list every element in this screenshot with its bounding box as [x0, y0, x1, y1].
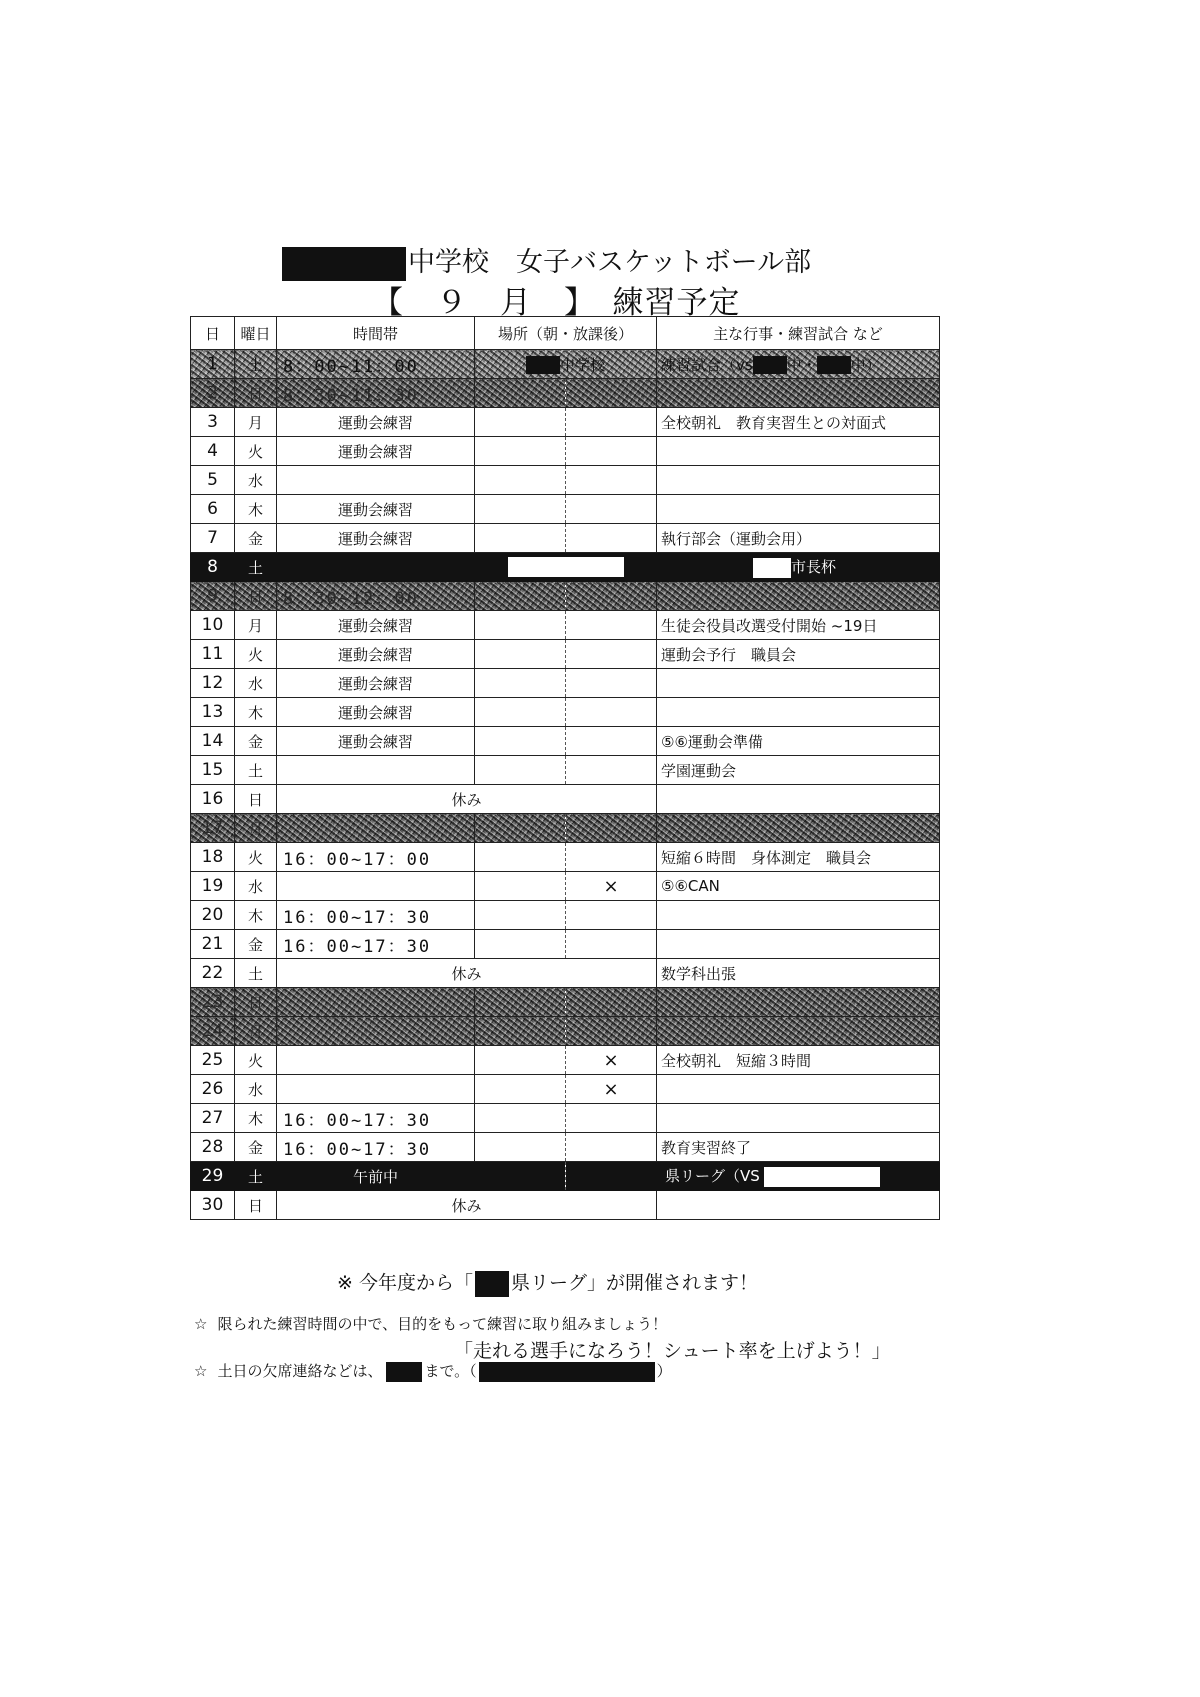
time-cell: 16：00~17：30 — [277, 1104, 475, 1133]
time-cell: 8：00~11：00 — [277, 350, 475, 379]
event-cell — [657, 814, 940, 843]
team-slogan: 「走れる選手になろう！シュート率を上げよう！」 — [454, 1340, 891, 1362]
table-row — [191, 930, 940, 959]
redacted-opponent — [753, 356, 787, 374]
place-cell — [566, 524, 657, 553]
time-cell: 運動会練習 — [277, 408, 475, 437]
dow-cell: 火 — [235, 1046, 277, 1075]
place-cell — [475, 1046, 566, 1075]
event-cell — [657, 988, 940, 1017]
place-cell — [475, 843, 566, 872]
place-cell — [475, 495, 566, 524]
absence-note-suffix: ） — [656, 1362, 672, 1380]
event-cell: 全校朝礼 短縮３時間 — [657, 1046, 940, 1075]
table-row — [191, 756, 940, 785]
time-cell — [277, 756, 475, 785]
table-row — [191, 379, 940, 408]
event-cell — [657, 930, 940, 959]
absence-note-mid: まで。（ — [424, 1362, 477, 1380]
table-row — [191, 988, 940, 1017]
day-cell: 25 — [191, 1046, 235, 1075]
time-cell: 8：30~11：30 — [277, 379, 475, 408]
table-row — [191, 843, 940, 872]
dow-cell: 木 — [235, 495, 277, 524]
day-cell: 12 — [191, 669, 235, 698]
dow-cell: 木 — [235, 698, 277, 727]
place-cell — [475, 408, 566, 437]
place-cell — [475, 988, 566, 1017]
league-notice-prefix: ※ 今年度から「 — [337, 1272, 473, 1294]
day-cell: 18 — [191, 843, 235, 872]
place-cell — [475, 1162, 566, 1191]
time-cell: 16：00~17：30 — [277, 1133, 475, 1162]
day-cell: 6 — [191, 495, 235, 524]
time-cell: 運動会練習 — [277, 669, 475, 698]
day-cell: 9 — [191, 582, 235, 611]
event-tail: 中） — [850, 355, 881, 374]
star-icon: ☆ — [194, 1362, 208, 1380]
table-row — [191, 814, 940, 843]
place-cell — [475, 1133, 566, 1162]
dow-cell: 火 — [235, 437, 277, 466]
place-cell — [566, 669, 657, 698]
place-cell — [566, 611, 657, 640]
time-cell — [277, 814, 475, 843]
table-row — [191, 640, 940, 669]
school-club-title — [282, 240, 811, 281]
dow-cell: 月 — [235, 611, 277, 640]
event-cell — [657, 669, 940, 698]
place-cell — [475, 524, 566, 553]
dow-cell: 土 — [235, 553, 277, 582]
event-cell — [657, 785, 940, 814]
time-cell: 8：30~12：00 — [277, 582, 475, 611]
day-cell: 2 — [191, 379, 235, 408]
table-row — [191, 553, 940, 582]
event-cell: 生徒会役員改選受付開始 ~19日 — [657, 611, 940, 640]
dow-cell: 火 — [235, 640, 277, 669]
absence-note — [194, 1360, 672, 1382]
place-cell — [475, 379, 566, 408]
rest-cell: 休み — [277, 1191, 657, 1220]
dow-cell: 金 — [235, 930, 277, 959]
time-cell — [277, 553, 475, 582]
dow-cell: 水 — [235, 1075, 277, 1104]
day-cell: 28 — [191, 1133, 235, 1162]
event-cell: 数学科出張 — [657, 959, 940, 988]
time-cell — [277, 1017, 475, 1046]
place-cell — [475, 930, 566, 959]
day-cell: 20 — [191, 901, 235, 930]
table-row — [191, 437, 940, 466]
place-cell — [566, 466, 657, 495]
dow-cell: 金 — [235, 524, 277, 553]
place-cell — [475, 1017, 566, 1046]
event-prefix: 練習試合（vs — [661, 355, 753, 374]
dow-cell: 土 — [235, 756, 277, 785]
place-cell — [475, 1075, 566, 1104]
place-cell — [566, 408, 657, 437]
event-text: 市長杯 — [791, 558, 837, 577]
time-cell — [277, 988, 475, 1017]
dow-cell: 木 — [235, 901, 277, 930]
table-row — [191, 1104, 940, 1133]
table-row — [191, 350, 940, 379]
event-cell — [657, 698, 940, 727]
place-cell — [566, 1017, 657, 1046]
day-cell: 29 — [191, 1162, 235, 1191]
day-cell: 15 — [191, 756, 235, 785]
day-cell: 22 — [191, 959, 235, 988]
redacted-opponent-whiteout — [764, 1167, 880, 1187]
place-cell — [475, 1104, 566, 1133]
event-cell — [657, 1104, 940, 1133]
place-cell — [475, 814, 566, 843]
rest-cell: 休み — [277, 785, 657, 814]
col-event-header: 主な行事・練習試合 など — [657, 317, 940, 350]
place-cell — [566, 437, 657, 466]
place-cell — [475, 756, 566, 785]
league-notice — [337, 1268, 758, 1297]
redacted-place-whiteout — [508, 557, 624, 577]
redacted-school-name — [282, 247, 406, 281]
place-cell — [475, 872, 566, 901]
time-cell — [277, 1075, 475, 1104]
col-place-header: 場所（朝・放課後） — [475, 317, 657, 350]
dow-cell: 金 — [235, 1133, 277, 1162]
dow-cell: 木 — [235, 1104, 277, 1133]
event-cell — [657, 1162, 940, 1191]
event-cell — [657, 466, 940, 495]
day-cell: 17 — [191, 814, 235, 843]
redacted-prefecture — [475, 1271, 509, 1297]
event-cell — [657, 1075, 940, 1104]
day-cell: 7 — [191, 524, 235, 553]
place-cell — [475, 553, 657, 582]
dow-cell: 日 — [235, 1191, 277, 1220]
table-row — [191, 901, 940, 930]
dow-cell: 火 — [235, 843, 277, 872]
table-row — [191, 582, 940, 611]
rest-cell: 休み — [277, 959, 657, 988]
day-cell: 14 — [191, 727, 235, 756]
event-cell: 短縮６時間 身体測定 職員会 — [657, 843, 940, 872]
dow-cell: 土 — [235, 350, 277, 379]
time-cell: 16：00~17：30 — [277, 901, 475, 930]
day-cell: 23 — [191, 988, 235, 1017]
dow-cell: 月 — [235, 814, 277, 843]
event-cell — [657, 495, 940, 524]
day-cell: 16 — [191, 785, 235, 814]
event-cell — [657, 379, 940, 408]
time-cell: 運動会練習 — [277, 524, 475, 553]
table-row — [191, 727, 940, 756]
place-cell — [475, 611, 566, 640]
place-cell — [475, 437, 566, 466]
place-cell — [475, 582, 566, 611]
time-cell — [277, 1046, 475, 1075]
place-cell — [566, 698, 657, 727]
dow-cell: 月 — [235, 408, 277, 437]
no-practice-mark: × — [566, 872, 657, 901]
place-cell — [566, 814, 657, 843]
col-dow-header: 曜日 — [235, 317, 277, 350]
time-cell: 運動会練習 — [277, 495, 475, 524]
place-cell — [475, 669, 566, 698]
col-day-header: 日 — [191, 317, 235, 350]
day-cell: 8 — [191, 553, 235, 582]
place-cell — [475, 466, 566, 495]
league-notice-suffix: 県リーグ」が開催されます！ — [510, 1272, 758, 1294]
day-cell: 26 — [191, 1075, 235, 1104]
dow-cell: 土 — [235, 959, 277, 988]
month-title: 【 ９ 月 】 練習予定 — [372, 285, 741, 321]
place-cell — [566, 640, 657, 669]
event-mid: 中・ — [786, 355, 817, 374]
table-row — [191, 1191, 940, 1220]
place-cell — [566, 930, 657, 959]
dow-cell: 日 — [235, 582, 277, 611]
time-cell: 午前中 — [277, 1162, 475, 1191]
time-cell — [277, 466, 475, 495]
table-row — [191, 466, 940, 495]
day-cell: 4 — [191, 437, 235, 466]
time-cell — [277, 872, 475, 901]
place-cell — [566, 988, 657, 1017]
time-cell: 運動会練習 — [277, 437, 475, 466]
redacted-opponent — [817, 356, 851, 374]
day-cell: 13 — [191, 698, 235, 727]
place-cell — [475, 901, 566, 930]
table-row — [191, 1017, 940, 1046]
dow-cell: 日 — [235, 379, 277, 408]
table-row — [191, 872, 940, 901]
event-cell: 学園運動会 — [657, 756, 940, 785]
no-practice-mark: × — [566, 1046, 657, 1075]
day-cell: 1 — [191, 350, 235, 379]
day-cell: 21 — [191, 930, 235, 959]
dow-cell: 水 — [235, 872, 277, 901]
no-practice-mark: × — [566, 1075, 657, 1104]
event-cell: 全校朝礼 教育実習生との対面式 — [657, 408, 940, 437]
event-cell — [657, 582, 940, 611]
dow-cell: 金 — [235, 727, 277, 756]
place-cell — [566, 727, 657, 756]
place-cell — [475, 640, 566, 669]
table-row — [191, 669, 940, 698]
event-cell — [657, 350, 940, 379]
redacted-place — [526, 356, 560, 374]
absence-note-prefix: 土日の欠席連絡などは、 — [217, 1362, 383, 1380]
place-cell — [475, 698, 566, 727]
event-cell — [657, 901, 940, 930]
place-cell — [475, 727, 566, 756]
table-row — [191, 524, 940, 553]
event-text: 県リーグ（VS — [665, 1167, 760, 1186]
event-cell — [657, 1191, 940, 1220]
event-cell: ⑤⑥CAN — [657, 872, 940, 901]
day-cell: 5 — [191, 466, 235, 495]
practice-note — [194, 1313, 667, 1334]
day-cell: 24 — [191, 1017, 235, 1046]
place-cell — [566, 843, 657, 872]
place-cell — [566, 582, 657, 611]
col-time-header: 時間帯 — [277, 317, 475, 350]
day-cell: 30 — [191, 1191, 235, 1220]
table-header-row — [191, 317, 940, 350]
event-cell: 教育実習終了 — [657, 1133, 940, 1162]
place-cell — [566, 495, 657, 524]
day-cell: 3 — [191, 408, 235, 437]
time-cell: 16：00~17：00 — [277, 843, 475, 872]
practice-note-text: 限られた練習時間の中で、目的をもって練習に取り組みましょう！ — [217, 1315, 668, 1333]
school-club-title-text: 中学校 女子バスケットボール部 — [408, 247, 812, 278]
table-row — [191, 1046, 940, 1075]
event-cell — [657, 437, 940, 466]
table-row — [191, 959, 940, 988]
redacted-contact-name — [386, 1362, 422, 1382]
table-row — [191, 495, 940, 524]
table-row — [191, 1075, 940, 1104]
time-cell: 運動会練習 — [277, 640, 475, 669]
place-text: 中学校 — [560, 355, 606, 374]
time-cell: 運動会練習 — [277, 698, 475, 727]
place-cell — [566, 901, 657, 930]
time-cell: 16：00~17：30 — [277, 930, 475, 959]
event-cell — [657, 553, 940, 582]
table-row — [191, 408, 940, 437]
dow-cell: 月 — [235, 1017, 277, 1046]
event-cell — [657, 1017, 940, 1046]
day-cell: 27 — [191, 1104, 235, 1133]
place-cell — [566, 1104, 657, 1133]
place-cell — [566, 756, 657, 785]
event-cell: 運動会予行 職員会 — [657, 640, 940, 669]
place-cell — [566, 1133, 657, 1162]
dow-cell: 水 — [235, 669, 277, 698]
table-row — [191, 1133, 940, 1162]
place-cell — [566, 1162, 657, 1191]
dow-cell: 土 — [235, 1162, 277, 1191]
star-icon: ☆ — [194, 1315, 208, 1333]
day-cell: 11 — [191, 640, 235, 669]
day-cell: 10 — [191, 611, 235, 640]
table-row — [191, 698, 940, 727]
event-cell: 執行部会（運動会用） — [657, 524, 940, 553]
place-cell — [566, 379, 657, 408]
time-cell: 運動会練習 — [277, 611, 475, 640]
redacted-event-whiteout — [753, 558, 791, 578]
redacted-contact-info — [479, 1362, 655, 1382]
place-cell — [475, 350, 657, 379]
table-row — [191, 611, 940, 640]
dow-cell: 日 — [235, 785, 277, 814]
day-cell: 19 — [191, 872, 235, 901]
table-row — [191, 1162, 940, 1191]
dow-cell: 水 — [235, 466, 277, 495]
time-cell: 運動会練習 — [277, 727, 475, 756]
dow-cell: 日 — [235, 988, 277, 1017]
schedule-table — [190, 316, 940, 1220]
event-cell: ⑤⑥運動会準備 — [657, 727, 940, 756]
table-row — [191, 785, 940, 814]
